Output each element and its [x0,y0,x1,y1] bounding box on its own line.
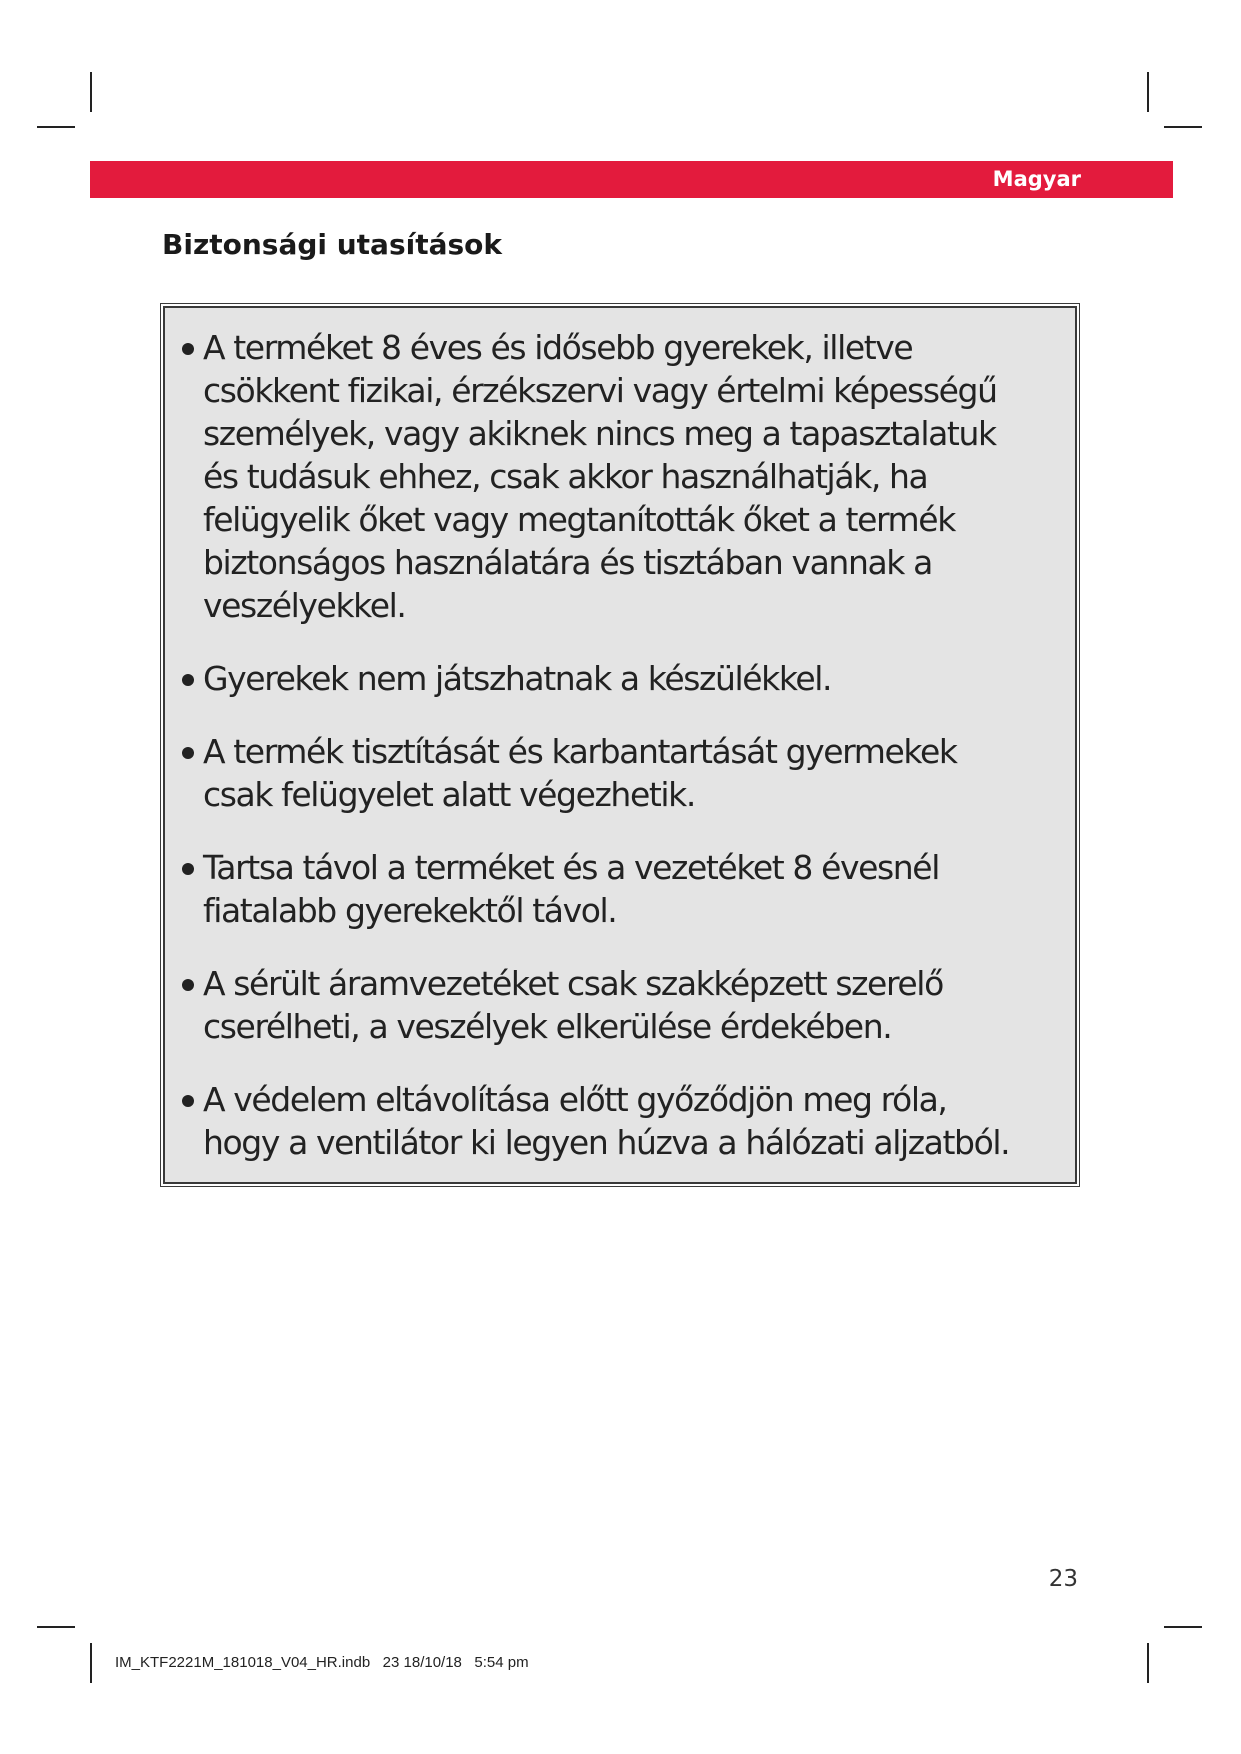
crop-mark-top-left-horizontal [37,126,75,128]
crop-mark-top-right-vertical [1147,72,1149,112]
language-header-bar [90,161,1173,198]
safety-item [181,657,1075,700]
safety-item-line: Tartsa távol a terméket és a vezetéket 8 évesnél [203,848,939,887]
safety-item-line: Gyerekek nem játszhatnak a készülékkel. [203,659,832,698]
safety-item-line: fiatalabb gyerekektől távol. [203,891,617,930]
safety-item-line: csökkent fizikai, érzékszervi vagy értelmi képességű [203,371,997,410]
crop-mark-bottom-right-vertical [1147,1643,1149,1683]
safety-item-line: biztonságos használatára és tisztában vannak a [203,543,932,582]
safety-item-line: és tudásuk ehhez, csak akkor használhatják, ha [203,457,928,496]
crop-mark-bottom-right-horizontal [1164,1626,1202,1628]
crop-mark-top-right-horizontal [1164,126,1202,128]
crop-mark-bottom-left-vertical [90,1643,92,1683]
language-label: Magyar [992,167,1081,191]
safety-item [181,846,1075,932]
safety-item-line: A védelem eltávolítása előtt győződjön meg róla, [203,1080,947,1119]
section-title: Biztonsági utasítások [162,228,503,261]
safety-item [181,1078,1075,1164]
safety-item-line: hogy a ventilátor ki legyen húzva a hálózati aljzatból. [203,1123,1010,1162]
safety-instructions-box [163,306,1077,1184]
safety-item-line: felügyelik őket vagy megtanították őket a termék [203,500,955,539]
safety-item-line: A sérült áramvezetéket csak szakképzett szerelő [203,964,943,1003]
print-file-info: IM_KTF2221M_181018_V04_HR.indb 23 18/10/18 5:54 pm [115,1654,529,1671]
crop-mark-top-left-vertical [90,72,92,112]
safety-item-line: személyek, vagy akiknek nincs meg a tapasztalatuk [203,414,996,453]
safety-item [181,730,1075,816]
safety-item-line: veszélyekkel. [203,586,406,625]
safety-item-line: A terméket 8 éves és idősebb gyerekek, illetve [203,328,913,367]
safety-item [181,326,1075,627]
crop-mark-bottom-left-horizontal [37,1626,75,1628]
safety-item-line: csak felügyelet alatt végezhetik. [203,775,695,814]
safety-instructions-list [165,308,1075,1164]
safety-item-line: A termék tisztítását és karbantartását gyermekek [203,732,957,771]
safety-item-line: cserélheti, a veszélyek elkerülése érdekében. [203,1007,892,1046]
safety-item [181,962,1075,1048]
page-number: 23 [1048,1566,1078,1592]
